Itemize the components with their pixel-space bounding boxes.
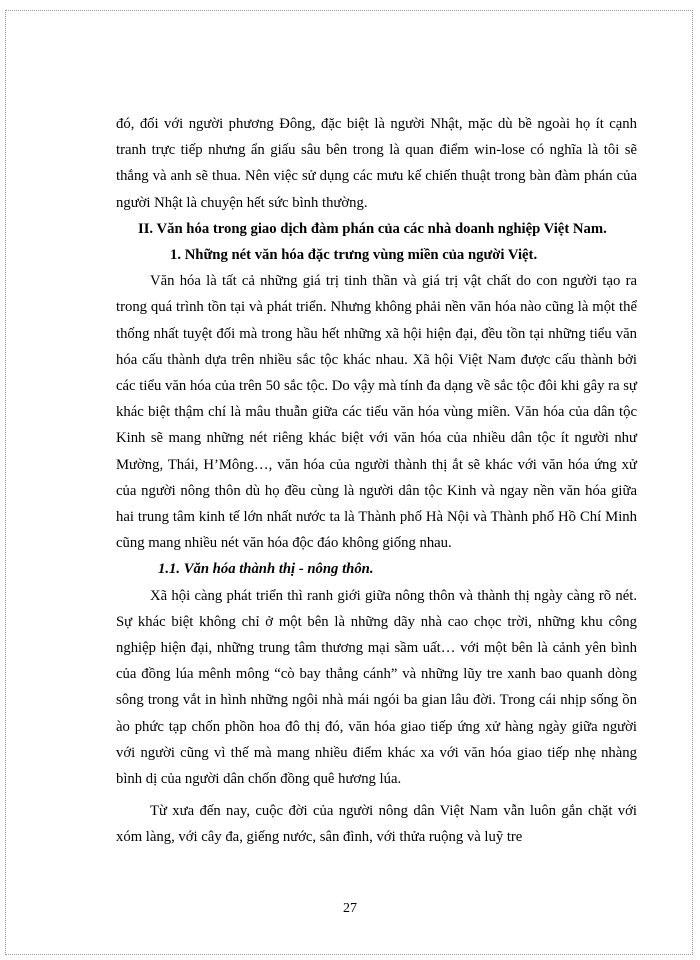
subsection-heading-1-1: 1.1. Văn hóa thành thị - nông thôn.: [158, 561, 374, 578]
paragraph-continuation: đó, đối với người phương Đông, đặc biệt là người Nhật, mặc dù bề ngoài họ ít cạnh tranh trực tiếp nhưng ẩn giấu sâu bên trong là quan điểm win-lose có nghĩa là tôi sẽ thắng và anh sẽ thua. Nên việc sử dụng các mưu kế chiến thuật trong bàn đàm phán của người Nhật là chuyện hết sức bình thường.: [116, 116, 637, 211]
paragraph-culture-definition: Văn hóa là tất cả những giá trị tinh thần và giá trị vật chất do con người tạo ra trong quá trình tồn tại và phát triển. Nhưng không phải nền văn hóa nào cũng là một thể thống nhất tuyệt đối mà trong hầu hết những xã hội hiện đại, đều tồn tại những tiểu văn hóa cấu thành dựa trên nhiều sắc tộc khác nhau. Xã hội Việt Nam được cấu thành bởi các tiểu văn hóa của trên 50 sắc tộc. Do vậy mà tính đa dạng về sắc tộc đôi khi gây ra sự khác biệt thậm chí là mâu thuẫn giữa các tiểu văn hóa vùng miền. Văn hóa của dân tộc Kinh sẽ mang những nét riêng khác biệt với văn hóa của nhiều dân tộc ít người như Mường, Thái, H’Mông…, văn hóa của người thành thị ắt sẽ khác với văn hóa ứng xử của người nông thôn dù họ đều cùng là người dân tộc Kinh và ngay nền văn hóa giữa hai trung tâm kinh tế lớn nhất nước ta là Thành phố Hà Nội và Thành phố Hồ Chí Minh cũng mang nhiều nét văn hóa độc đáo không giống nhau.: [116, 273, 637, 552]
page-number: 27: [343, 901, 357, 916]
subsection-heading-1: 1. Những nét văn hóa đặc trưng vùng miền của người Việt.: [170, 247, 538, 264]
page-body: [116, 111, 637, 851]
paragraph-farmer-life: Từ xưa đến nay, cuộc đời của người nông dân Việt Nam vẫn luôn gắn chặt với xóm làng, với cây đa, giếng nước, sân đình, với thửa ruộng và luỹ tre: [116, 803, 637, 846]
section-heading-ii: II. Văn hóa trong giao dịch đàm phán của các nhà doanh nghiệp Việt Nam.: [138, 220, 607, 237]
paragraph-urban-rural: Xã hội càng phát triển thì ranh giới giữa nông thôn và thành thị ngày càng rõ nét. Sự khác biệt không chỉ ở một bên là những dãy nhà cao chọc trời, những khu công nghiệp hiện đại, những trung tâm thương mại sầm uất… với một bên là cảnh yên bình của đồng lúa mênh mông “cò bay thẳng cánh” và những lũy tre xanh bao quanh dòng sông trong vắt in hình những ngôi nhà mái ngói ba gian lâu đời. Trong cái nhịp sống ồn ào phức tạp chốn phồn hoa đô thị đó, văn hóa giao tiếp ứng xử hàng ngày giữa người với người cũng vì thế mà mang nhiều điểm khác xa với văn hóa giao tiếp nhẹ nhàng bình dị của người dân chốn đồng quê hương lúa.: [116, 587, 637, 788]
